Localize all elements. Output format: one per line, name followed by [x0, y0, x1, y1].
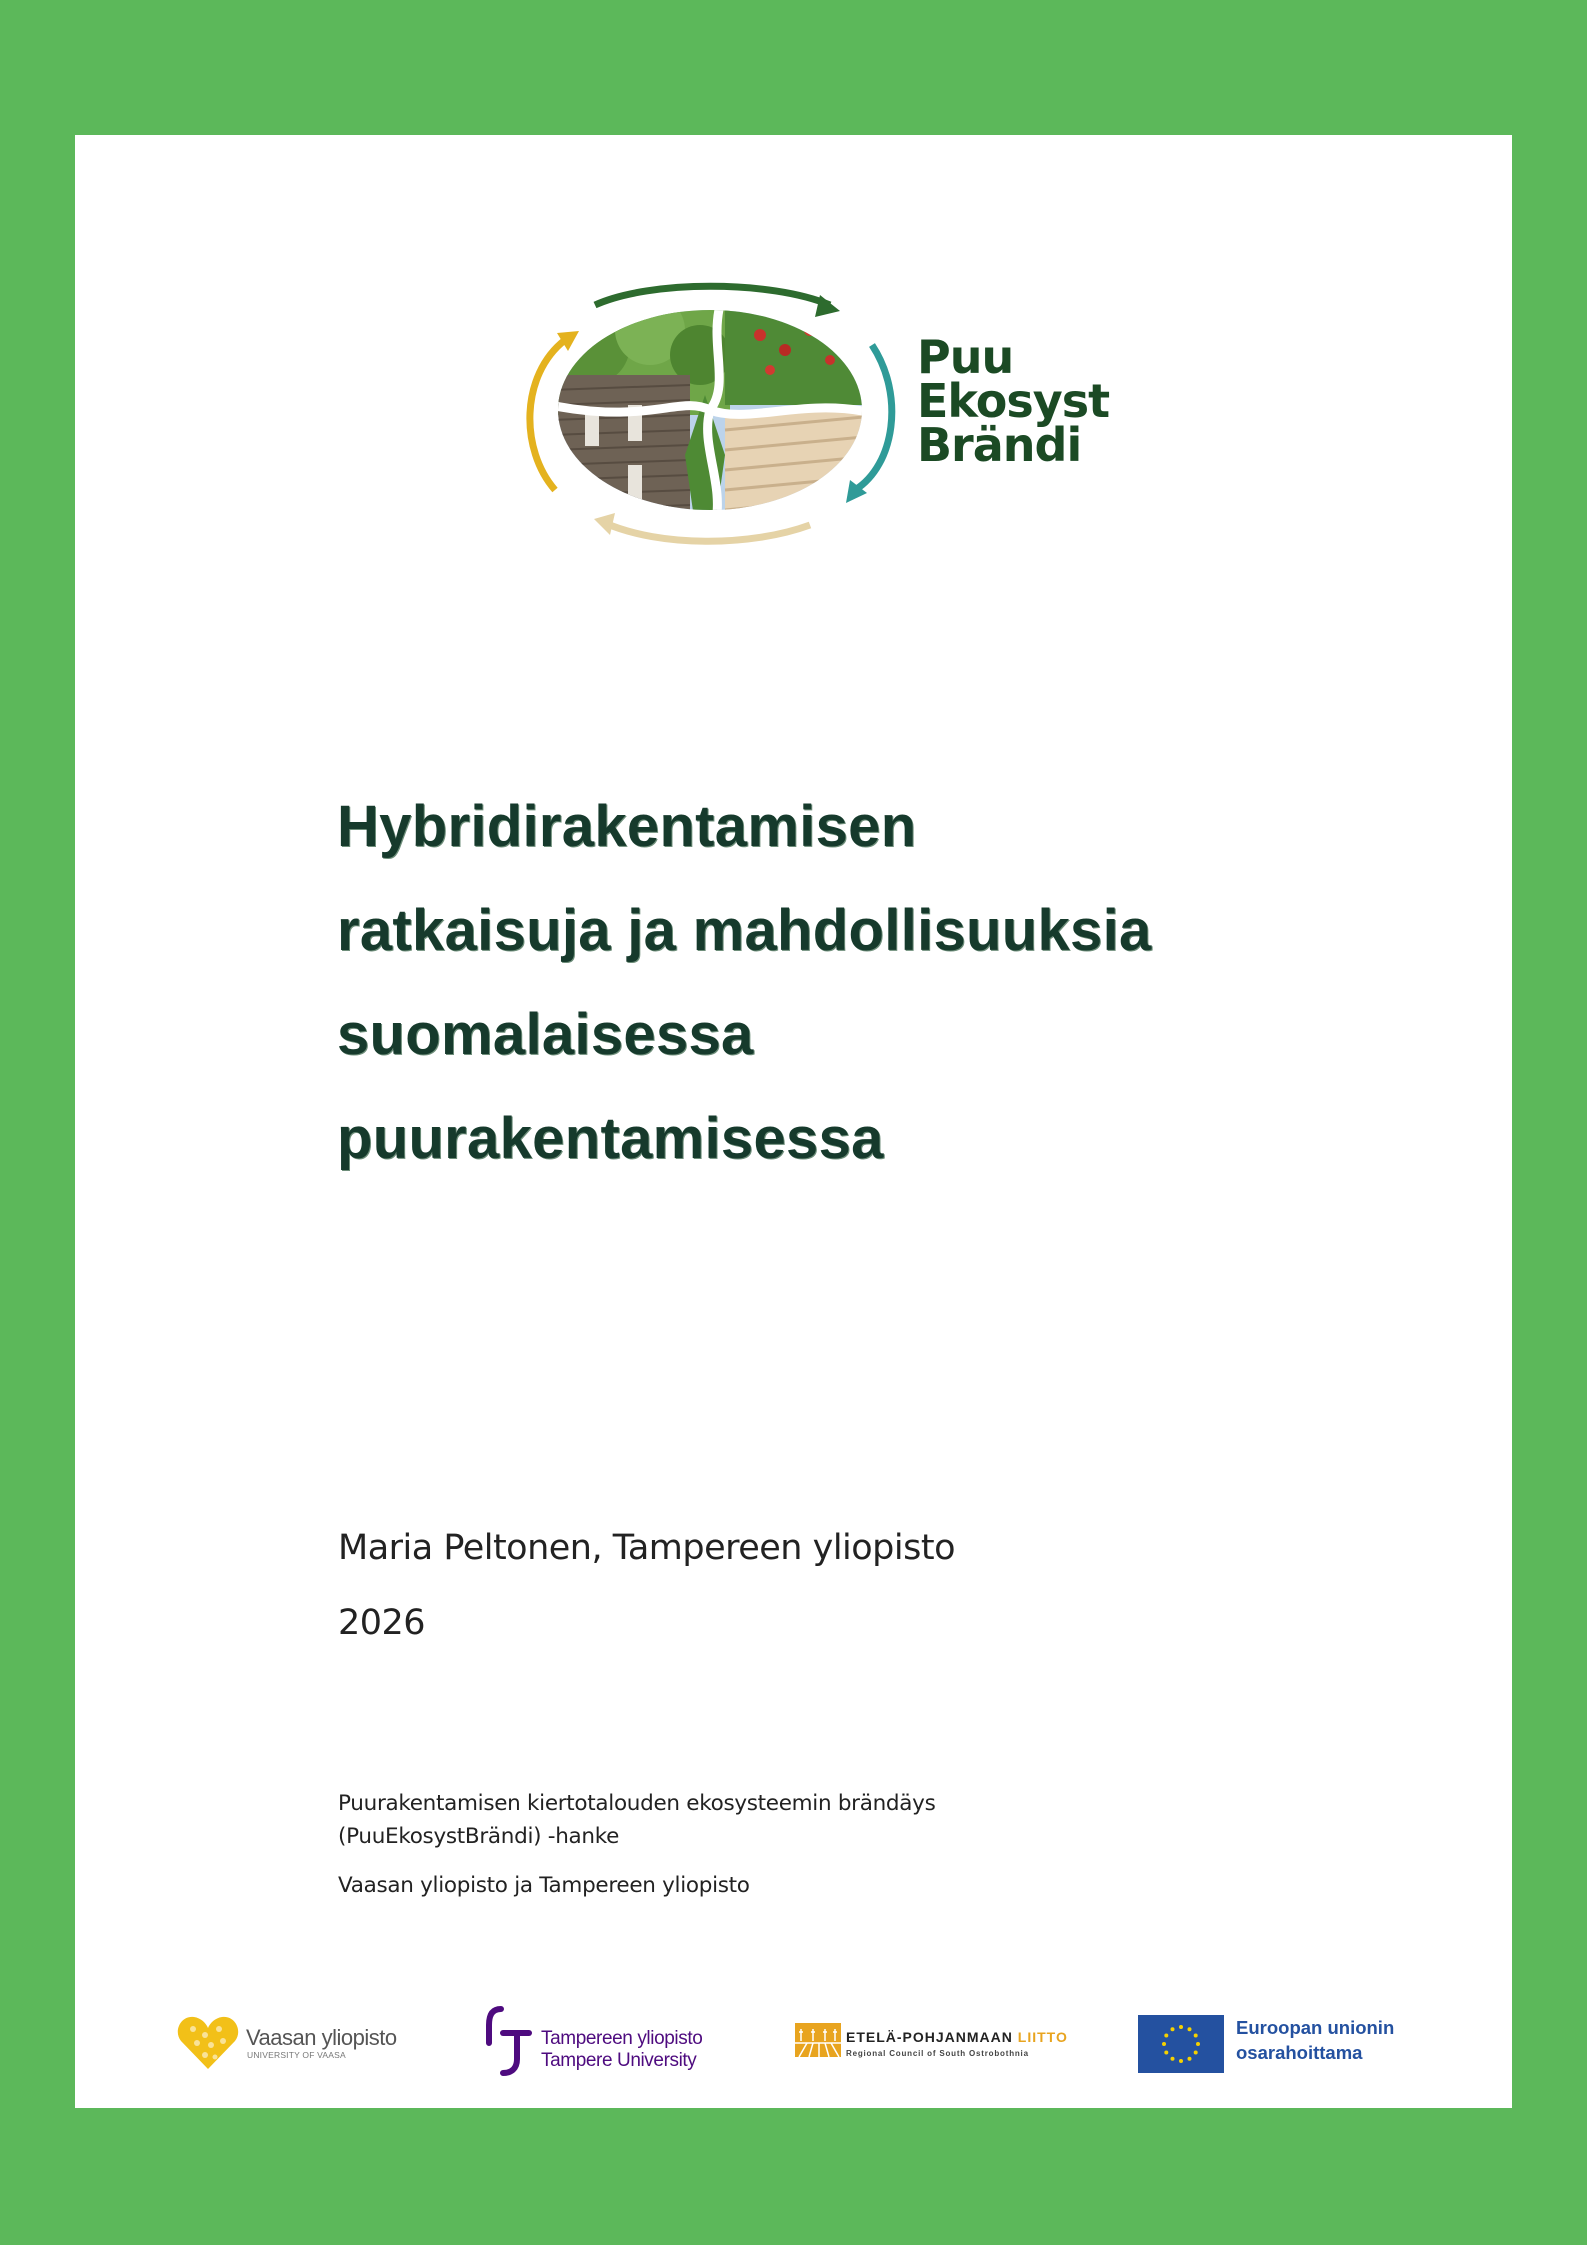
- cover-page: [75, 135, 1512, 2108]
- universities-line: Vaasan yliopisto ja Tampereen yliopisto: [338, 1873, 750, 1898]
- logo-line: Puu: [917, 330, 1014, 384]
- heart-icon: [177, 2013, 239, 2071]
- tampere-name-en: Tampere University: [541, 2050, 697, 2071]
- title-line: puurakentamisessa: [337, 1106, 884, 1171]
- eu-text-line2: osarahoittama: [1236, 2042, 1363, 2063]
- project-line: (PuuEkosystBrändi) -hanke: [338, 1824, 620, 1849]
- title-line: Hybridirakentamisen: [337, 794, 917, 859]
- project-name: [338, 1787, 935, 1853]
- eu-text-line1: Euroopan unionin: [1236, 2017, 1395, 2038]
- title-line: suomalaisessa: [337, 1002, 754, 1067]
- logo-line: Brändi: [917, 418, 1082, 472]
- tampere-university-logo: [483, 1995, 743, 2085]
- ep-subtitle: Regional Council of South Ostrobothnia: [846, 2049, 1029, 2058]
- eu-funding-logo: [1138, 1995, 1438, 2085]
- tampere-bracket-icon: [483, 2005, 535, 2077]
- vaasa-university-logo: [177, 1995, 417, 2085]
- vaasa-name: Vaasan yliopisto: [246, 2025, 397, 2050]
- ep-name-main: ETELÄ-POHJANMAAN: [846, 2029, 1018, 2045]
- ep-name: [846, 2029, 1068, 2045]
- logo-line: Ekosyst: [917, 374, 1110, 428]
- tampere-name-fi: Tampereen yliopisto: [541, 2028, 703, 2049]
- ep-name-accent: LIITTO: [1017, 2029, 1068, 2045]
- vaasa-subtitle: UNIVERSITY OF VAASA: [247, 2050, 346, 2060]
- eu-flag-icon: [1138, 2015, 1224, 2073]
- logo-wordmark: [917, 330, 1110, 472]
- title-line: ratkaisuja ja mahdollisuuksia: [337, 898, 1152, 963]
- circular-wood-logo-icon: [510, 275, 910, 545]
- project-line: Puurakentamisen kiertotalouden ekosysteemin brändäys: [338, 1791, 936, 1816]
- publication-year: 2026: [338, 1603, 426, 1643]
- project-logo: [510, 275, 1180, 545]
- ep-landscape-icon: [795, 2023, 841, 2057]
- document-title: [337, 775, 1387, 1191]
- etela-pohjanmaa-logo: [795, 1995, 1095, 2085]
- author-line: Maria Peltonen, Tampereen yliopisto: [338, 1528, 955, 1568]
